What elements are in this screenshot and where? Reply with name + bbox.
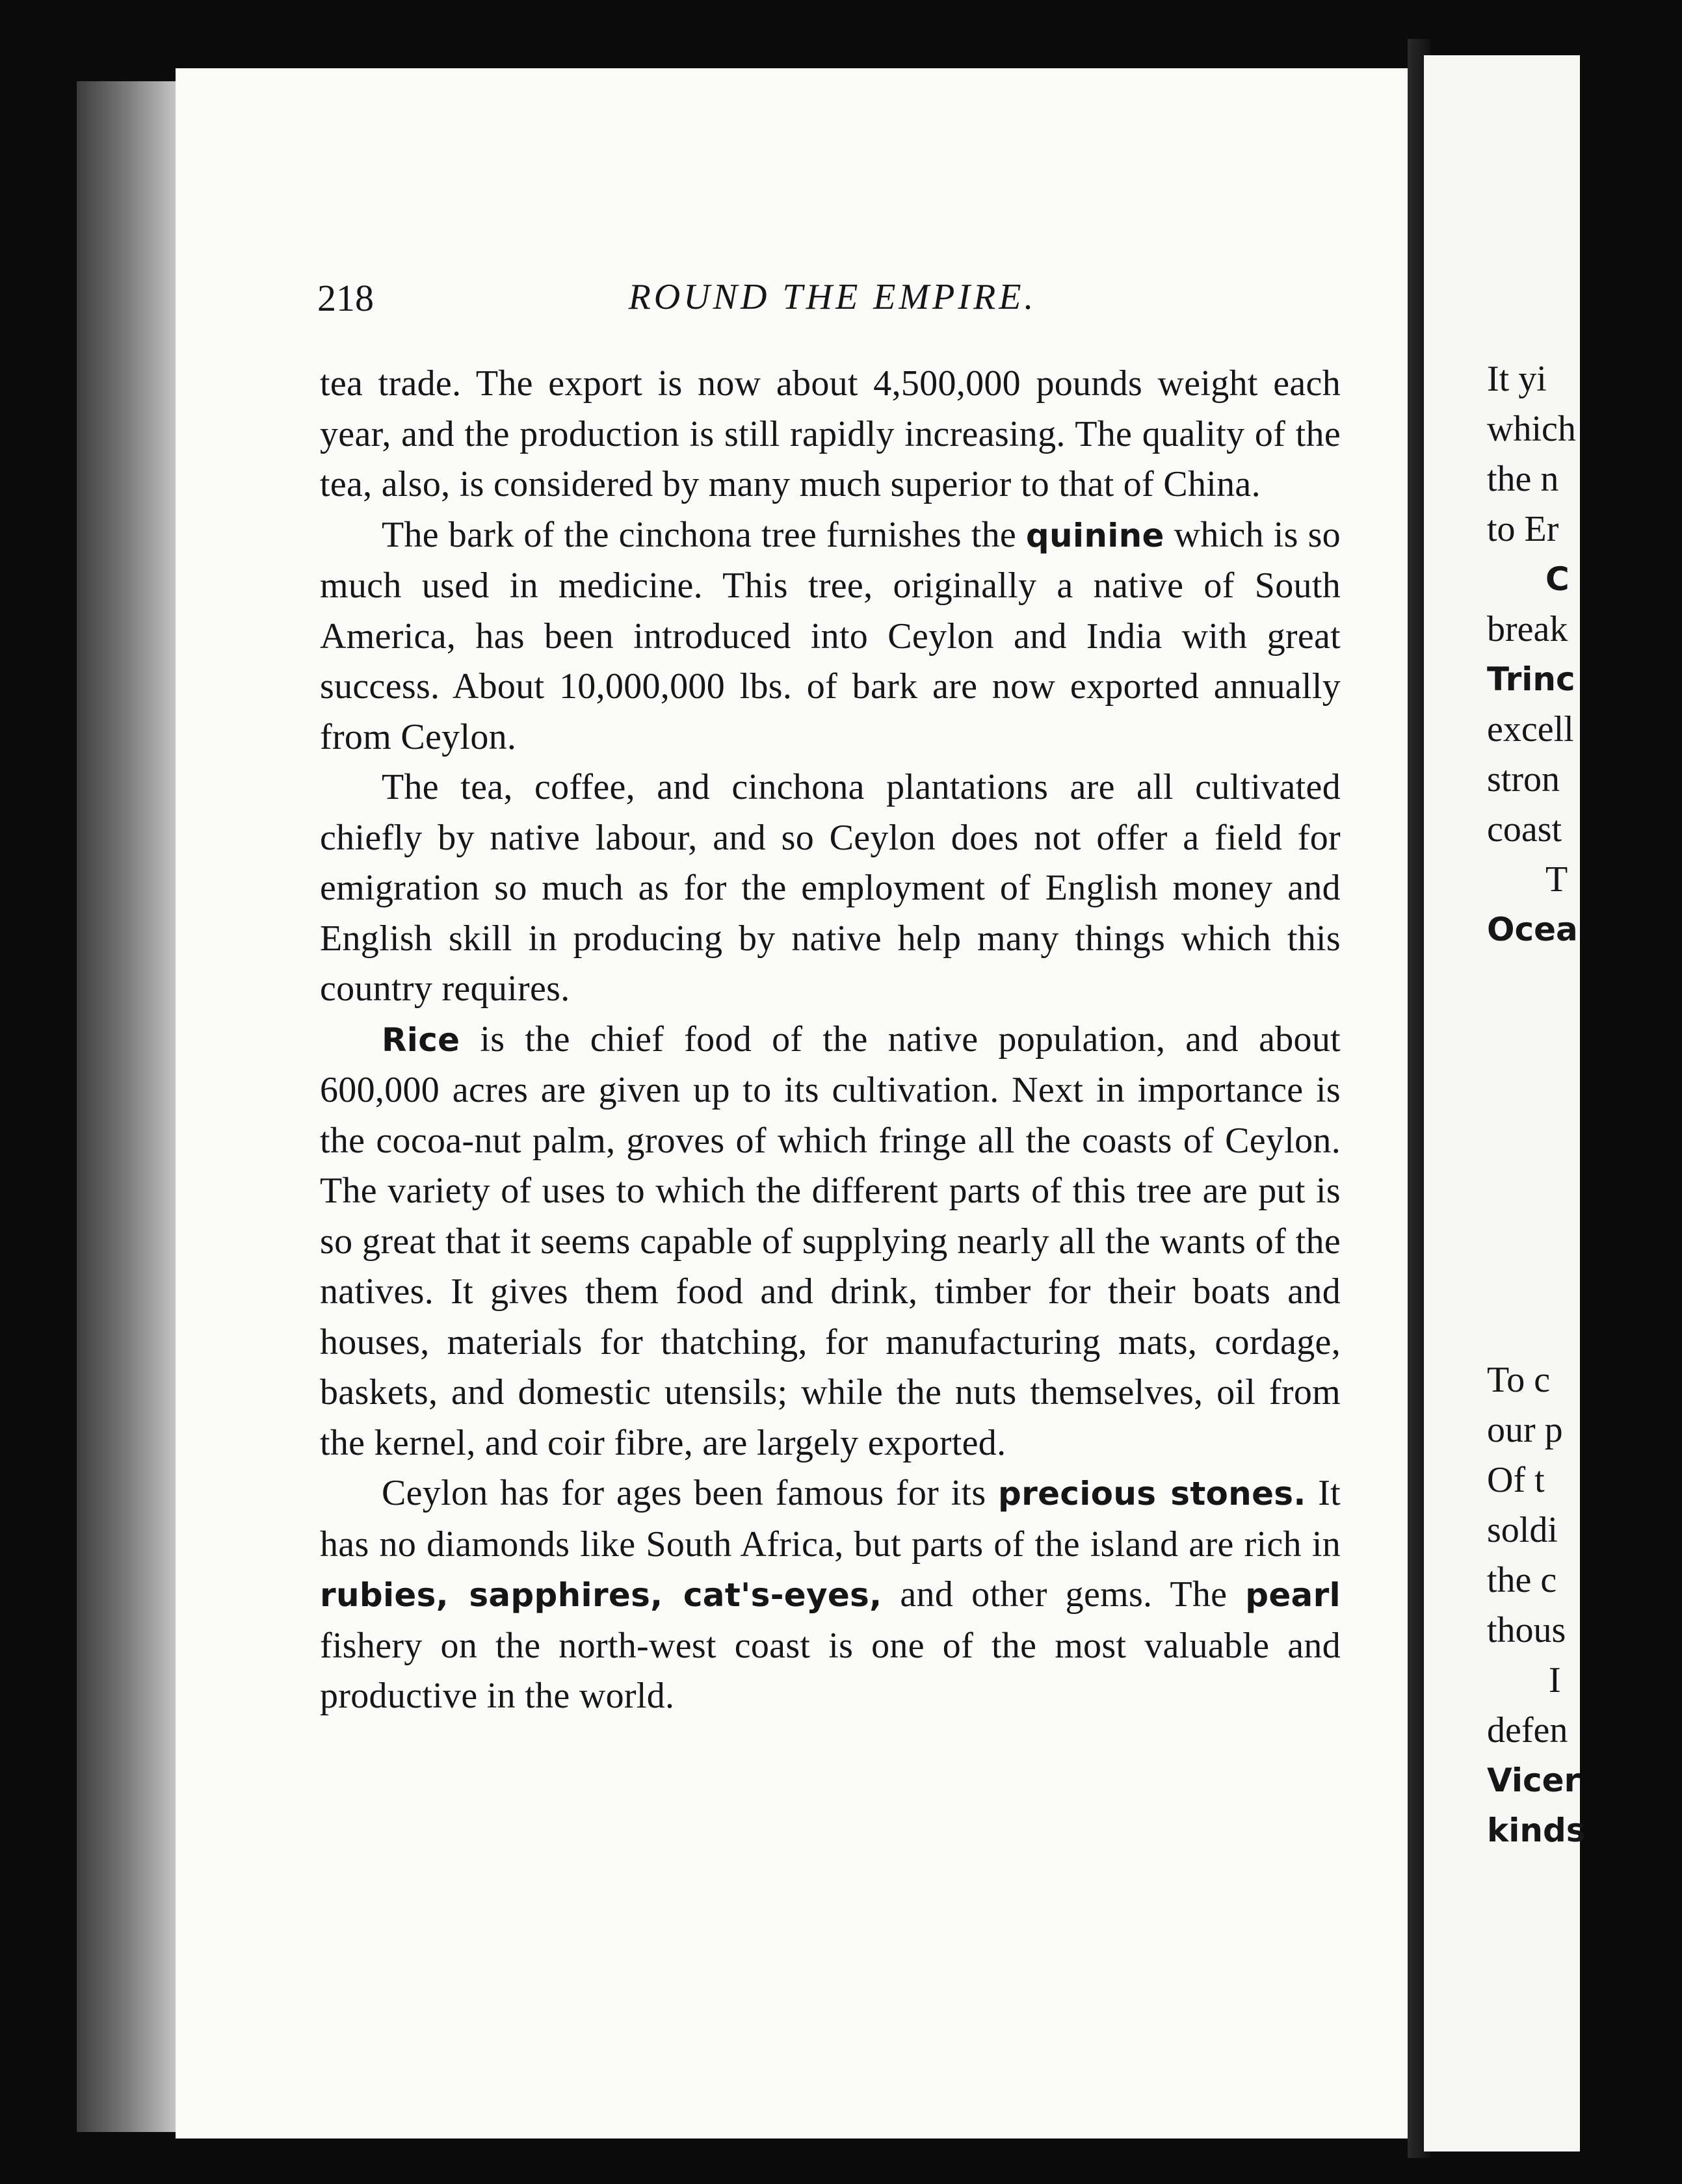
adjacent-line: to Er bbox=[1487, 509, 1559, 549]
paragraph: The tea, coffee, and cinchona plantations are all cultivated chiefly by native labour, and so Ceylon does not offer a field for emigration so much as for the employment of English money and English skill in producing by native help many things which this country requires. bbox=[320, 767, 1341, 1009]
adjacent-line: kinds bbox=[1487, 1812, 1586, 1849]
adjacent-line: Of t bbox=[1487, 1460, 1545, 1500]
page-header bbox=[317, 276, 1348, 322]
page-number: 218 bbox=[317, 277, 374, 319]
adjacent-page-text bbox=[1487, 354, 1682, 1856]
adjacent-line: the c bbox=[1487, 1560, 1557, 1600]
adjacent-line: C bbox=[1545, 560, 1570, 598]
adjacent-line: Vicer bbox=[1487, 1762, 1581, 1799]
adjacent-line: thous bbox=[1487, 1610, 1566, 1650]
paragraph: Ceylon has for ages been famous for its precious stones. It has no diamonds like South Africa, but parts of the island are rich in rubies, sapphires, cat's-eyes, and other gems. The pearl fishery on the north-west coast is one of the most valuable and productive in the world. bbox=[320, 1473, 1341, 1716]
adjacent-line: break bbox=[1487, 609, 1568, 649]
adjacent-line: stron bbox=[1487, 759, 1560, 800]
adjacent-line: Ocea bbox=[1487, 911, 1578, 948]
adjacent-line: T bbox=[1545, 859, 1568, 900]
adjacent-line: I bbox=[1549, 1660, 1561, 1700]
adjacent-line: It yi bbox=[1487, 359, 1547, 399]
adjacent-line: which bbox=[1487, 409, 1576, 449]
paragraph: The bark of the cinchona tree furnishes the quinine which is so much used in medicine. This tree, originally a native of South America, has been introduced into Ceylon and India with great success. About 10,000,000 lbs. of bark are now exported annually from Ceylon. bbox=[320, 514, 1341, 757]
adjacent-line: defen bbox=[1487, 1710, 1568, 1750]
paragraph: tea trade. The export is now about 4,500,000 pounds weight each year, and the production is still rapidly increasing. The quality of the tea, also, is considered by many much superior to that of China. bbox=[320, 363, 1341, 504]
adjacent-line: Trinc bbox=[1487, 660, 1575, 698]
adjacent-line: coast bbox=[1487, 809, 1562, 850]
adjacent-line: soldi bbox=[1487, 1510, 1558, 1550]
adjacent-line: the n bbox=[1487, 459, 1559, 499]
adjacent-line: To c bbox=[1487, 1360, 1551, 1400]
adjacent-line: excell bbox=[1487, 709, 1574, 749]
book-spine-shadow bbox=[77, 81, 187, 2132]
body-text bbox=[320, 359, 1341, 1722]
running-title: ROUND THE EMPIRE. bbox=[628, 277, 1037, 317]
paragraph: Rice is the chief food of the native population, and about 600,000 acres are given up to its cultivation. Next in importance is the cocoa-nut palm, groves of which fringe all the coasts of Ceylon. The variety of uses to which the different parts of this tree are put is so great that it seems capable of supplying nearly all the wants of the natives. It gives them food and drink, timber for their boats and houses, materials for thatching, for manufacturing mats, cordage, baskets, and domestic utensils; while the nuts themselves, oil from the kernel, and coir fibre, are largely exported. bbox=[320, 1019, 1341, 1463]
adjacent-line: our p bbox=[1487, 1410, 1563, 1450]
